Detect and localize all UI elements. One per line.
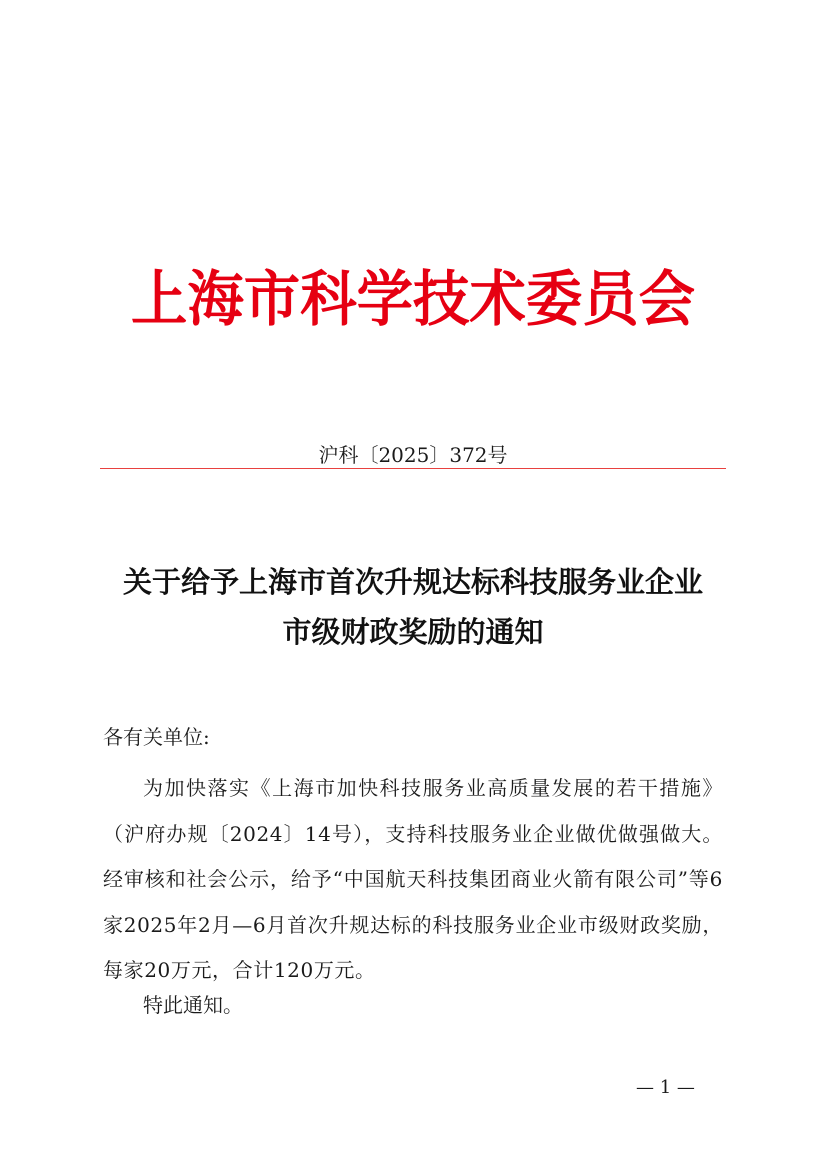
page-number: — 1 — bbox=[636, 1077, 695, 1098]
red-divider-line bbox=[100, 468, 726, 469]
document-number: 沪科〔2025〕372号 bbox=[318, 443, 508, 467]
body-text bbox=[103, 766, 723, 994]
issuer-header: 上海市科学技术委员会 bbox=[131, 265, 695, 335]
document-title bbox=[0, 557, 826, 657]
body-paragraph: 为加快落实《上海市加快科技服务业高质量发展的若干措施》（沪府办规〔2024〕14号），支持科技服务业企业做优做强做大。经审核和社会公示，给予“中国航天科技集团商业火箭有限公司”等6家2025年2月—6月首次升规达标的科技服务业企业市级财政奖励，每家20万元，合计120万元。 bbox=[103, 776, 723, 982]
salutation: 各有关单位: bbox=[103, 725, 210, 749]
title-line-2: 市级财政奖励的通知 bbox=[282, 615, 544, 649]
closing-line: 特此通知。 bbox=[143, 993, 243, 1017]
title-line-1: 关于给予上海市首次升规达标科技服务业企业 bbox=[122, 565, 703, 599]
